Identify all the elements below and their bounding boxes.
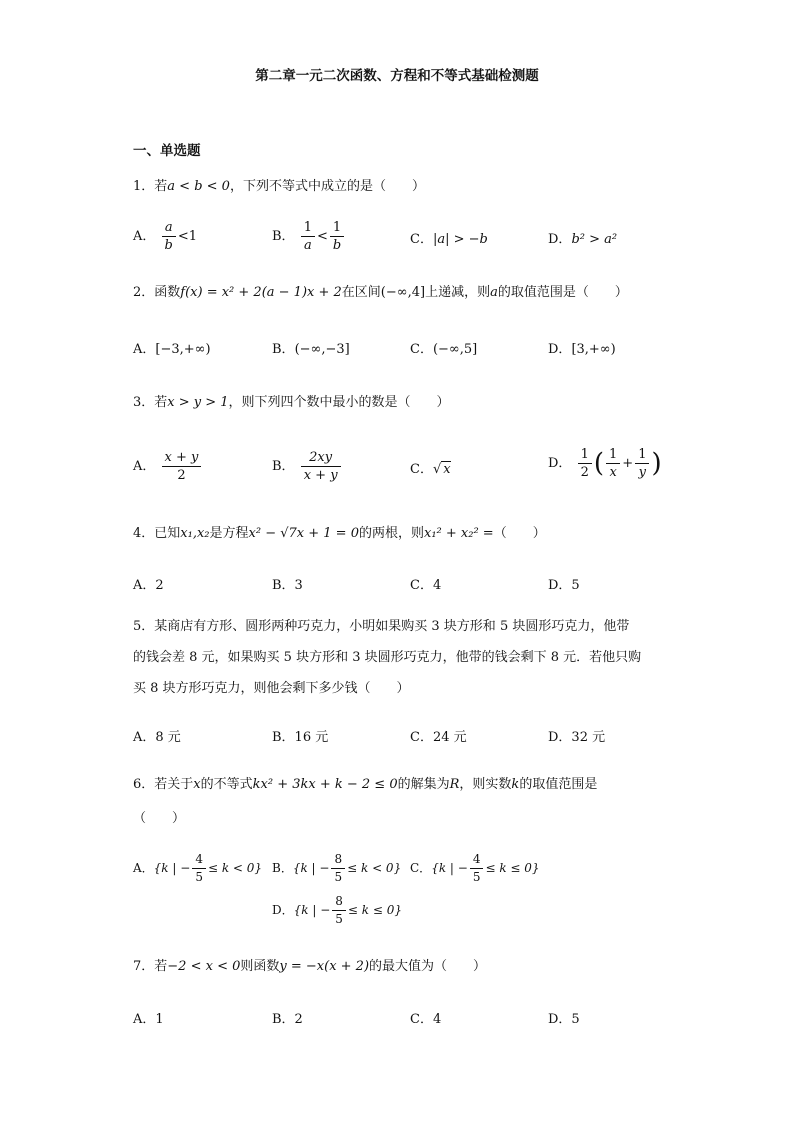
question-2-stem: 2．函数f(x) = x² + 2(a − 1)x + 2在区间(−∞,4]上递减，则a的取值范围是（ ） (133, 285, 628, 300)
q6-option-c[interactable]: C．{k | − $\frac{4}{5}$ ≤ k ≤ 0} (410, 852, 540, 884)
q4-option-a[interactable]: A．2 (133, 578, 164, 593)
q5-option-c[interactable]: C．24 元 (410, 730, 467, 745)
q7-option-c[interactable]: C．4 (410, 1012, 442, 1027)
q7-option-a[interactable]: A．1 (133, 1012, 164, 1027)
q2-option-a[interactable]: A．[−3,+∞) (133, 342, 211, 357)
q6-option-d[interactable]: D．{k | − $\frac{8}{5}$ ≤ k ≤ 0} (272, 894, 402, 926)
q2-option-d[interactable]: D．[3,+∞) (548, 342, 616, 357)
q2-option-c[interactable]: C．(−∞,5] (410, 342, 478, 357)
q6-option-b[interactable]: B．{k | − $\frac{8}{5}$ ≤ k < 0} (272, 852, 402, 884)
question-1-stem: 1．若a < b < 0，下列不等式中成立的是（ ） (133, 179, 425, 194)
q4-option-d[interactable]: D．5 (548, 578, 580, 593)
question-5-line-2: 的钱会差 8 元，如果购买 5 块方形和 3 块圆形巧克力，他带的钱会剩下 8 元．若他只购 (133, 650, 642, 665)
q1-option-d[interactable]: D．b² > a² (548, 232, 618, 247)
q2-option-b[interactable]: B．(−∞,−3] (272, 342, 350, 357)
q5-option-d[interactable]: D．32 元 (548, 730, 606, 745)
q3-option-b[interactable]: B． $\frac{2xy}{x + y}$ (272, 449, 343, 484)
question-6-stem: 6．若关于x的不等式kx² + 3kx + k − 2 ≤ 0的解集为R，则实数k的取值范围是 (133, 777, 598, 792)
q7-option-b[interactable]: B．2 (272, 1012, 303, 1027)
q3-option-a[interactable]: A． $\frac{x + y}{2}$ (133, 449, 203, 484)
question-6-paren: （ ） (133, 811, 186, 826)
q1-option-c[interactable]: C．|a| > −b (410, 232, 488, 247)
q5-option-b[interactable]: B．16 元 (272, 730, 329, 745)
page-title: 第二章一元二次函数、方程和不等式基础检测题 (255, 68, 539, 84)
q1-option-a[interactable]: A． $\frac{a}{b}$ <1 (133, 220, 198, 253)
q6-option-a[interactable]: A．{k | − $\frac{4}{5}$ ≤ k < 0} (133, 852, 263, 884)
q3-option-c[interactable]: C．√ x (410, 462, 451, 477)
q5-option-a[interactable]: A．8 元 (133, 730, 181, 745)
q3-option-d[interactable]: D． $\frac{1}{2}$ ( $\frac{1}{x}$ + $\frac{1}{y}$ ) (548, 447, 662, 480)
question-3-stem: 3．若x > y > 1，则下列四个数中最小的数是（ ） (133, 395, 450, 410)
question-5-line-3: 买 8 块方形巧克力，则他会剩下多少钱（ ） (133, 681, 410, 696)
question-4-stem: 4．已知x₁,x₂是方程x² − √7x + 1 = 0的两根，则x₁² + x₂² =（ ） (133, 526, 546, 541)
q7-option-d[interactable]: D．5 (548, 1012, 580, 1027)
q1-option-b[interactable]: B． $\frac{1}{a}$ < $\frac{1}{b}$ (272, 219, 346, 254)
q4-option-c[interactable]: C．4 (410, 578, 442, 593)
q4-option-b[interactable]: B．3 (272, 578, 303, 593)
question-5-line-1: 5．某商店有方形、圆形两种巧克力，小明如果购买 3 块方形和 5 块圆形巧克力，他带 (133, 619, 630, 634)
section-heading: 一、单选题 (133, 143, 201, 159)
question-7-stem: 7．若−2 < x < 0则函数y = −x(x + 2)的最大值为（ ） (133, 959, 487, 974)
